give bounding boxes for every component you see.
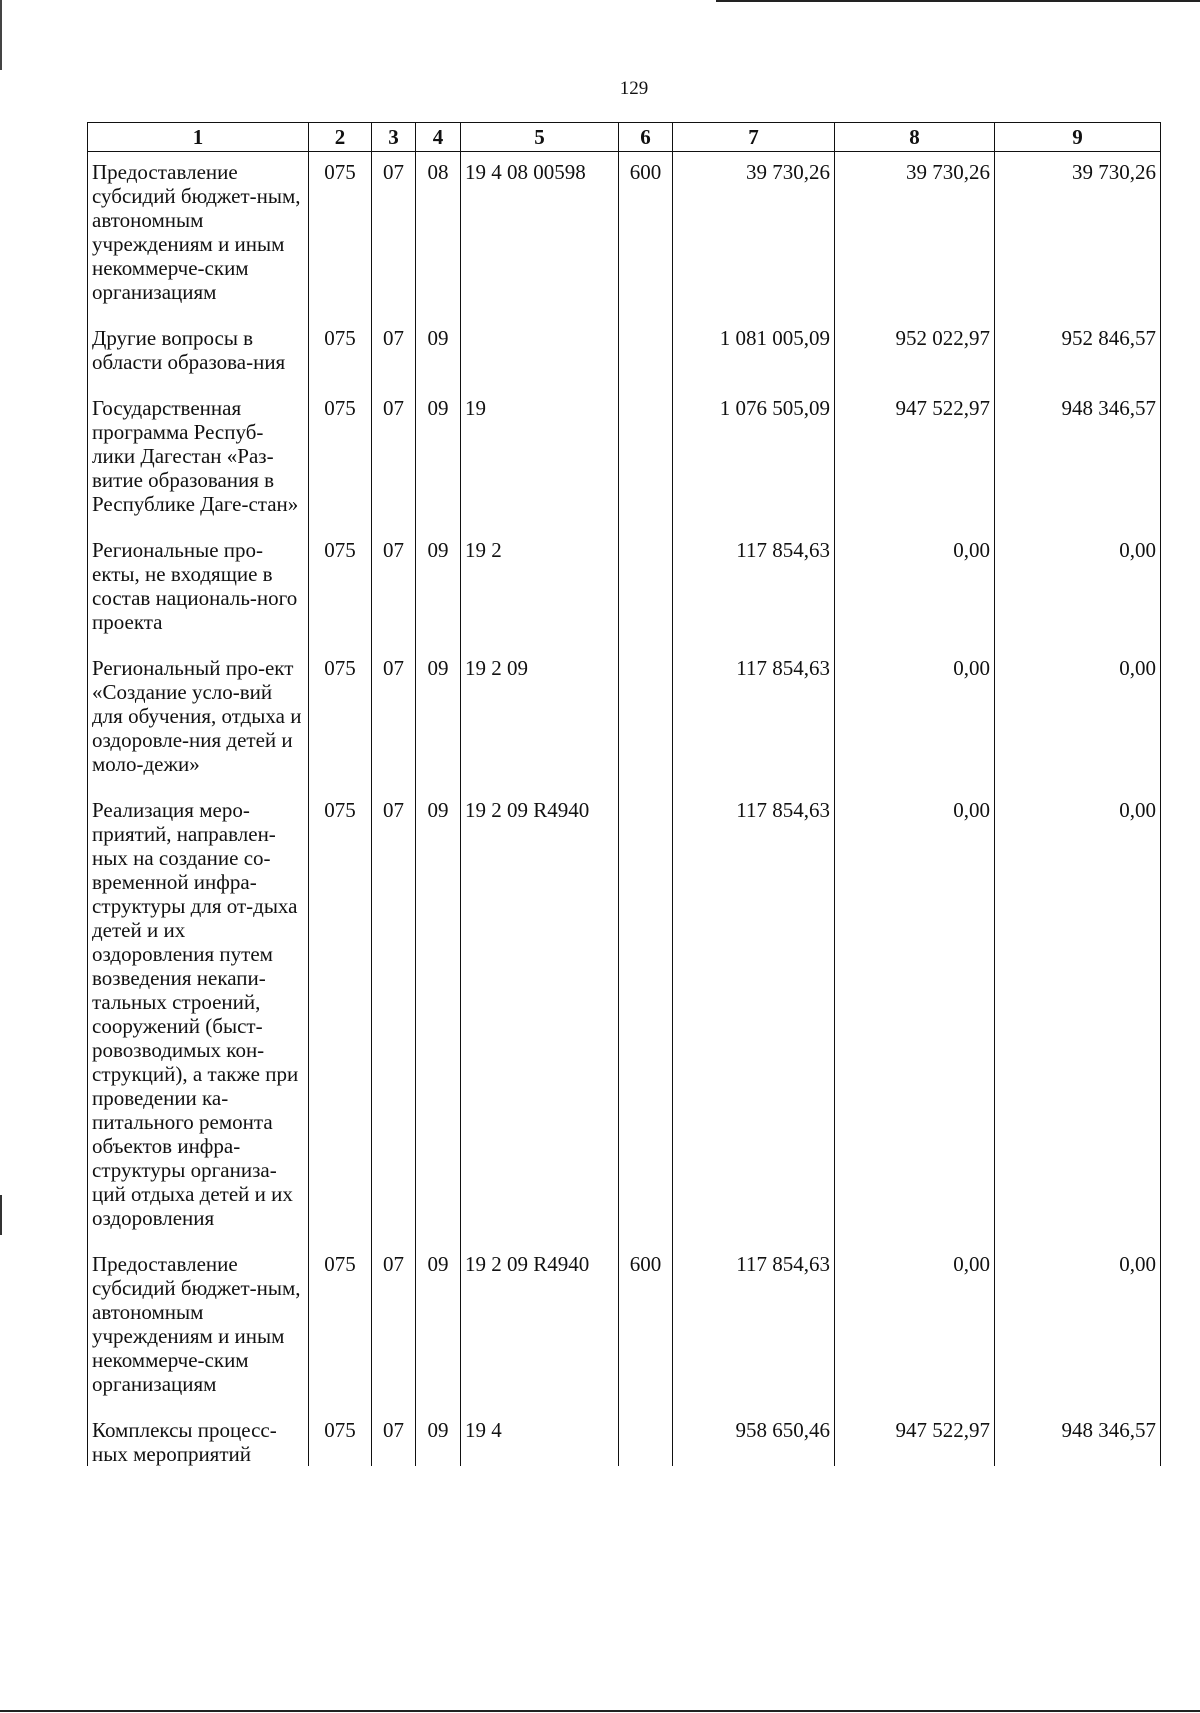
row-name: Реализация меро-приятий, направлен-ных на создание со-временной инфра-структуры для от-дыха детей и их оздоровления путем возведения некапи-тальных строений, сооружений (быст-ровозводимых кон-струкций), а также при проведении ка-питального ремонта объектов инфра-структуры организа-ций отдыха детей и их оздоровления (88, 790, 309, 1244)
row-col7: 117 854,63 (673, 530, 835, 648)
row-col9: 0,00 (995, 530, 1161, 648)
row-col8: 0,00 (835, 648, 995, 790)
col-header-7: 7 (673, 123, 835, 152)
row-col5: 19 2 09 (461, 648, 619, 790)
row-col4: 09 (416, 1244, 461, 1410)
row-col9: 0,00 (995, 1244, 1161, 1410)
row-col8: 39 730,26 (835, 152, 995, 319)
table-row (88, 648, 1161, 790)
scan-edge-bottom (0, 1710, 1200, 1712)
row-col4: 09 (416, 388, 461, 530)
budget-table (87, 122, 1161, 1466)
col-header-3: 3 (372, 123, 416, 152)
row-col4: 09 (416, 648, 461, 790)
row-col3: 07 (372, 530, 416, 648)
row-col6 (619, 318, 673, 388)
row-col4: 09 (416, 318, 461, 388)
col-header-1: 1 (88, 123, 309, 152)
row-col3: 07 (372, 648, 416, 790)
row-col9: 0,00 (995, 790, 1161, 1244)
row-name: Государственная программа Респуб-лики Дагестан «Раз-витие образования в Республике Даге-стан» (88, 388, 309, 530)
col-header-2: 2 (309, 123, 372, 152)
row-col5: 19 4 (461, 1410, 619, 1466)
row-col6 (619, 530, 673, 648)
row-col3: 07 (372, 152, 416, 319)
row-col7: 117 854,63 (673, 1244, 835, 1410)
table-row (88, 790, 1161, 1244)
row-col4: 09 (416, 530, 461, 648)
row-col4: 09 (416, 1410, 461, 1466)
row-col5: 19 2 09 R4940 (461, 1244, 619, 1410)
row-col6 (619, 790, 673, 1244)
row-name: Предоставление субсидий бюджет-ным, автономным учреждениям и иным некоммерче-ским организациям (88, 152, 309, 319)
row-col5: 19 2 09 R4940 (461, 790, 619, 1244)
row-col6 (619, 648, 673, 790)
row-col8: 0,00 (835, 790, 995, 1244)
row-col4: 09 (416, 790, 461, 1244)
row-col6: 600 (619, 1244, 673, 1410)
row-col9: 948 346,57 (995, 1410, 1161, 1466)
row-col2: 075 (309, 388, 372, 530)
row-col8: 947 522,97 (835, 1410, 995, 1466)
table-row (88, 318, 1161, 388)
row-col9: 952 846,57 (995, 318, 1161, 388)
row-col9: 0,00 (995, 648, 1161, 790)
row-col7: 39 730,26 (673, 152, 835, 319)
row-col2: 075 (309, 530, 372, 648)
row-col8: 0,00 (835, 530, 995, 648)
row-col7: 1 076 505,09 (673, 388, 835, 530)
row-col7: 1 081 005,09 (673, 318, 835, 388)
row-name: Региональный про-ект «Создание усло-вий для обучения, отдыха и оздоровле-ния детей и моло-дежи» (88, 648, 309, 790)
row-col3: 07 (372, 790, 416, 1244)
row-col5: 19 4 08 00598 (461, 152, 619, 319)
row-col8: 0,00 (835, 1244, 995, 1410)
row-col3: 07 (372, 1410, 416, 1466)
table-row (88, 388, 1161, 530)
col-header-9: 9 (995, 123, 1161, 152)
row-col9: 948 346,57 (995, 388, 1161, 530)
row-col3: 07 (372, 318, 416, 388)
row-col6: 600 (619, 152, 673, 319)
scan-edge-left-mark (0, 1195, 2, 1235)
row-col2: 075 (309, 790, 372, 1244)
row-col3: 07 (372, 388, 416, 530)
row-name: Предоставление субсидий бюджет-ным, автономным учреждениям и иным некоммерче-ским организациям (88, 1244, 309, 1410)
scan-edge-top (716, 0, 1200, 2)
table-row (88, 1244, 1161, 1410)
row-col2: 075 (309, 1244, 372, 1410)
page-number: 129 (619, 78, 649, 99)
row-col2: 075 (309, 152, 372, 319)
col-header-5: 5 (461, 123, 619, 152)
col-header-6: 6 (619, 123, 673, 152)
row-col2: 075 (309, 318, 372, 388)
table-row (88, 152, 1161, 319)
row-name: Другие вопросы в области образова-ния (88, 318, 309, 388)
row-col6 (619, 1410, 673, 1466)
scan-edge-left (0, 0, 2, 70)
row-name: Комплексы процесс-ных мероприятий (88, 1410, 309, 1466)
row-col7: 958 650,46 (673, 1410, 835, 1466)
row-col7: 117 854,63 (673, 790, 835, 1244)
row-col5: 19 (461, 388, 619, 530)
col-header-8: 8 (835, 123, 995, 152)
row-col8: 947 522,97 (835, 388, 995, 530)
table-row (88, 530, 1161, 648)
table-row (88, 1410, 1161, 1466)
row-col9: 39 730,26 (995, 152, 1161, 319)
row-col5 (461, 318, 619, 388)
row-name: Региональные про-екты, не входящие в состав националь-ного проекта (88, 530, 309, 648)
row-col5: 19 2 (461, 530, 619, 648)
table-header-row (88, 123, 1161, 152)
row-col2: 075 (309, 648, 372, 790)
row-col6 (619, 388, 673, 530)
row-col4: 08 (416, 152, 461, 319)
row-col3: 07 (372, 1244, 416, 1410)
col-header-4: 4 (416, 123, 461, 152)
row-col2: 075 (309, 1410, 372, 1466)
row-col7: 117 854,63 (673, 648, 835, 790)
row-col8: 952 022,97 (835, 318, 995, 388)
